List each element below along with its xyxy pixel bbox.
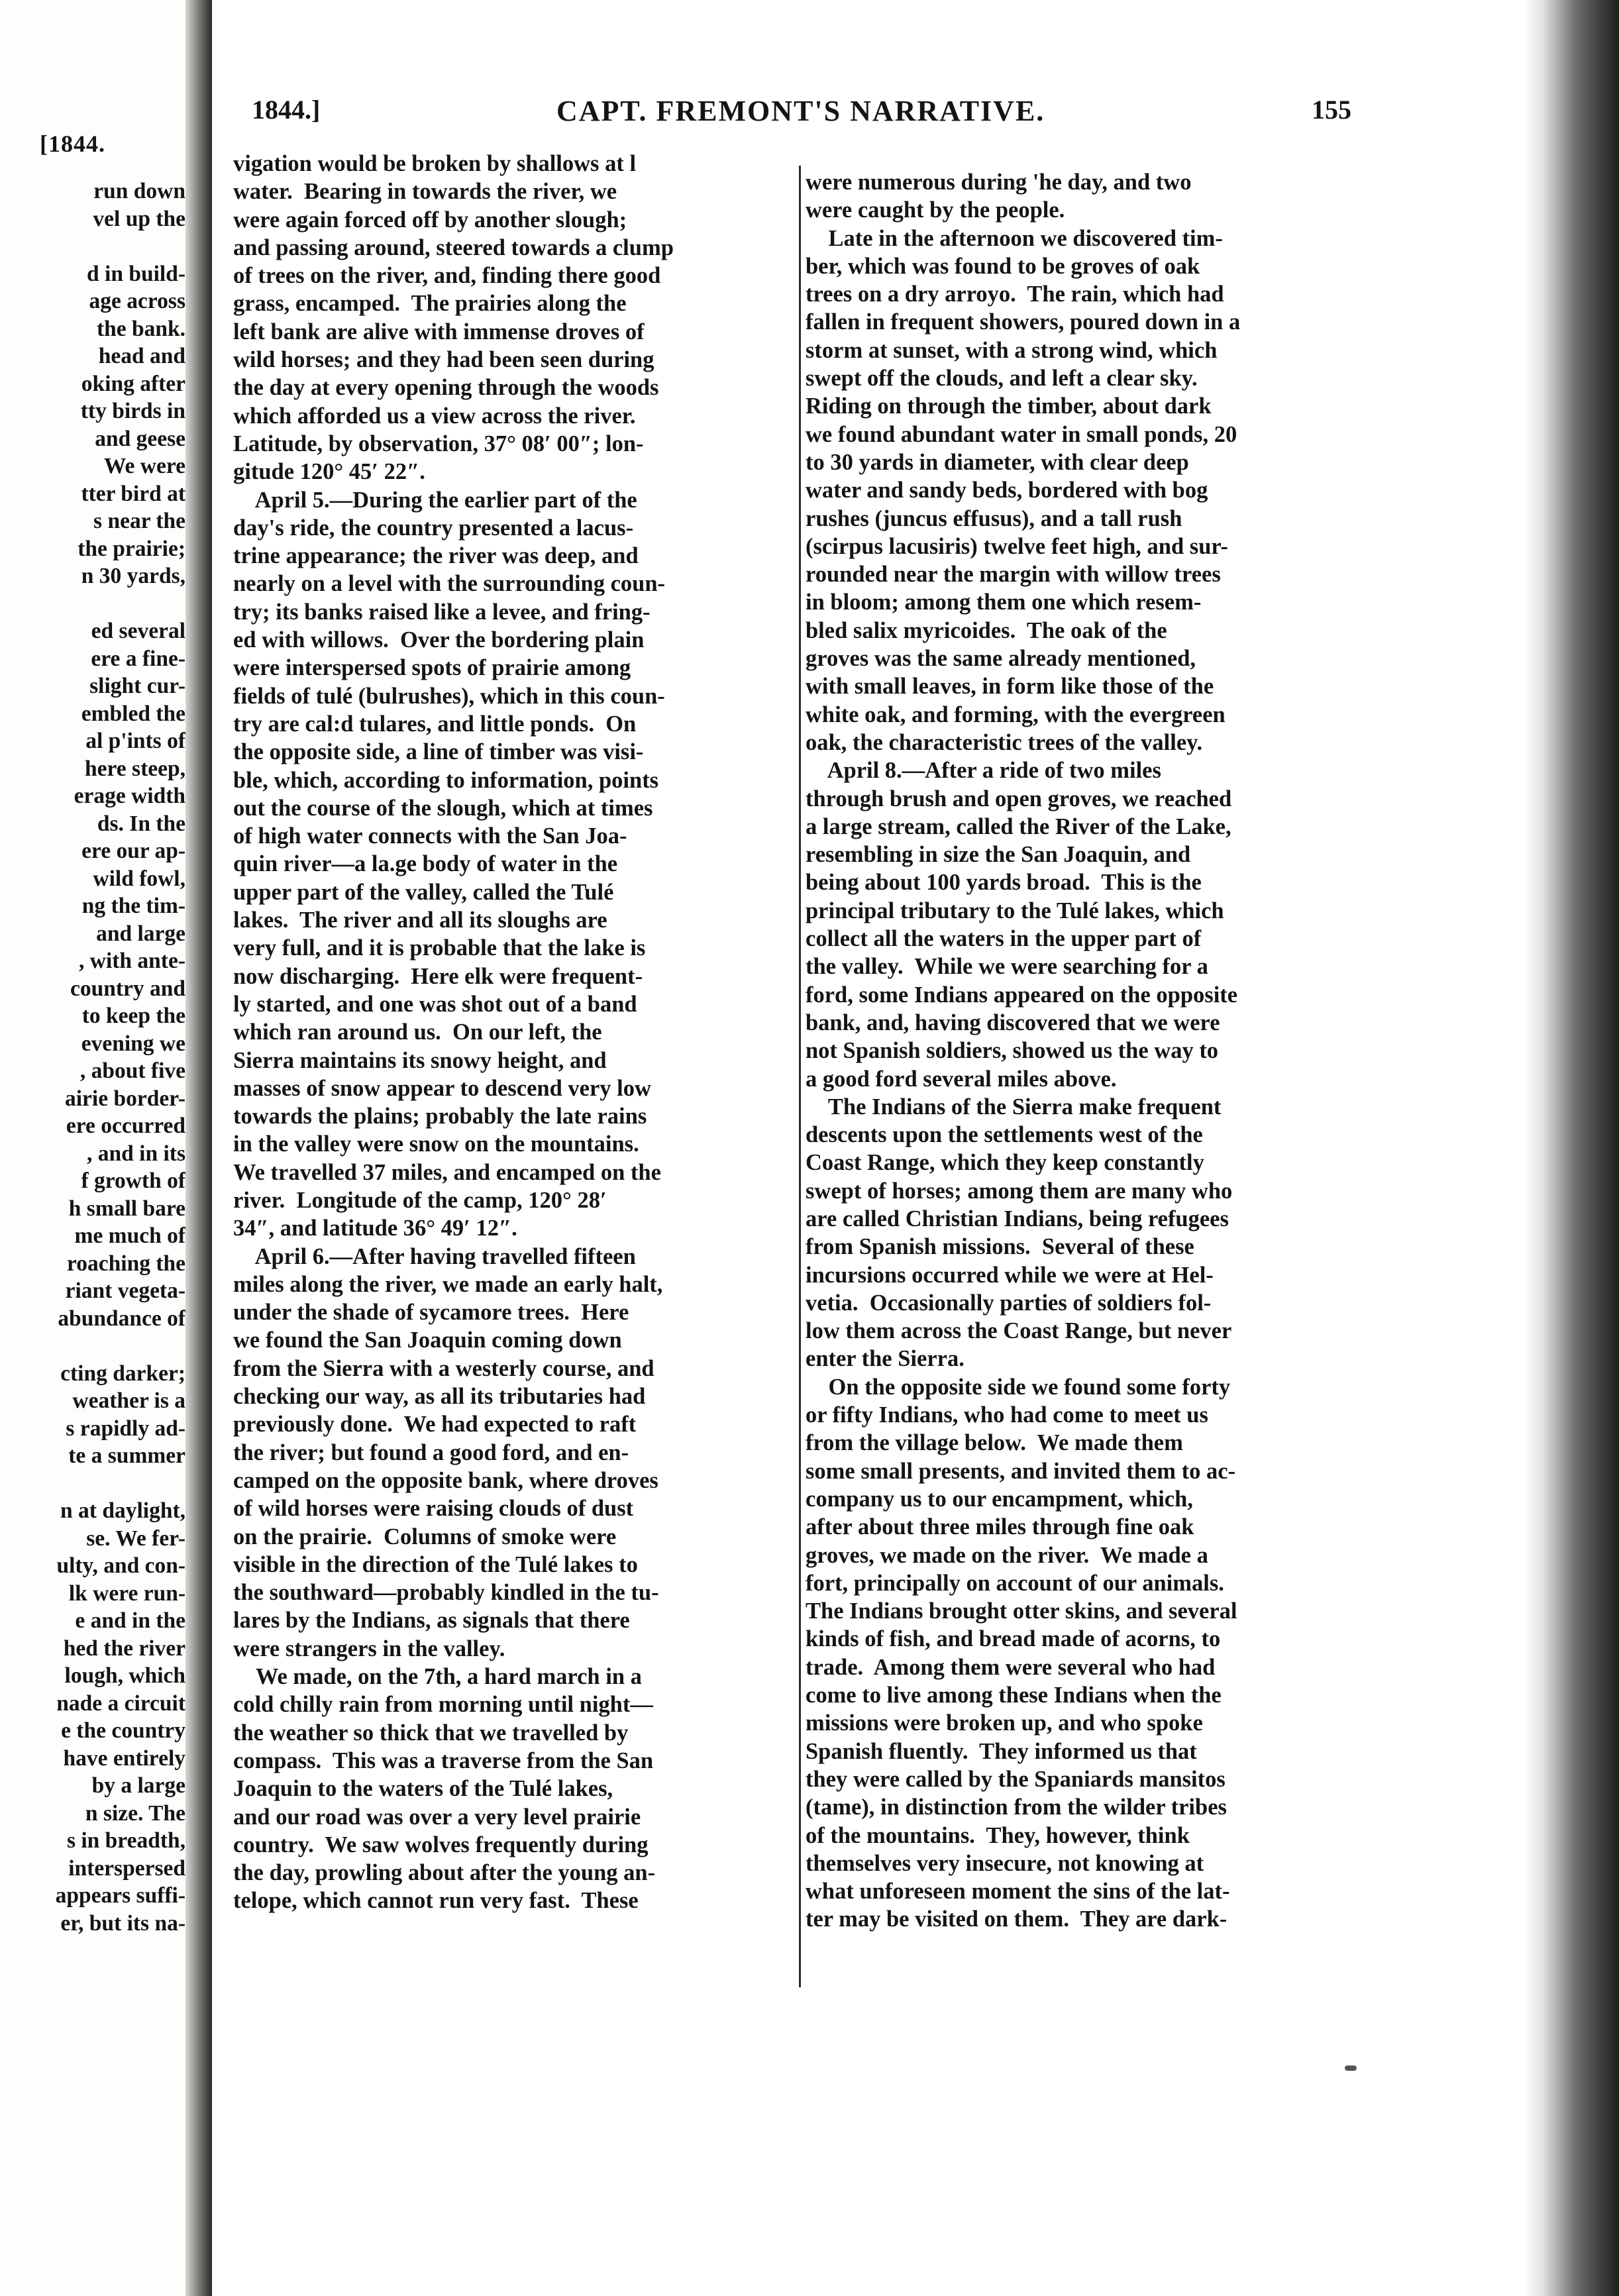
text-line: Joaquin to the waters of the Tulé lakes,	[233, 1776, 613, 1802]
text-line: We made, on the 7th, a hard march in a	[233, 1664, 642, 1690]
text-line: wild horses; and they had been seen during	[233, 347, 654, 373]
text-line: of trees on the river, and, finding there good	[233, 263, 661, 289]
left-page-line: cting darker;	[60, 1361, 185, 1386]
column-divider	[799, 166, 801, 1987]
text-line: The Indians brought otter skins, and several	[806, 1598, 1237, 1624]
left-page-line: riant vegeta-	[65, 1278, 185, 1303]
left-page-line: me much of	[74, 1224, 185, 1248]
text-line: white oak, and forming, with the evergreen	[806, 702, 1226, 727]
left-page-line	[0, 1470, 185, 1498]
left-page-line: ere occurred	[66, 1114, 185, 1138]
text-line: April 5.—During the earlier part of the	[233, 487, 637, 513]
left-page-line	[0, 590, 185, 618]
left-page-line: head and	[98, 344, 185, 368]
left-page-line	[0, 233, 185, 260]
binding-shadow-left	[185, 0, 212, 2296]
text-line: what unforeseen moment the sins of the lat-	[806, 1879, 1230, 1905]
text-line: company us to our encampment, which,	[806, 1486, 1193, 1512]
left-page-line: n 30 yards,	[81, 564, 185, 588]
text-line: lares by the Indians, as signals that there	[233, 1608, 630, 1634]
binding-shadow-right	[1524, 0, 1619, 2296]
left-page-line: ds. In the	[97, 811, 185, 836]
text-line: left bank are alive with immense droves of	[233, 319, 645, 344]
left-page-fragment	[0, 0, 193, 2296]
text-line: are called Christian Indians, being refugees	[806, 1206, 1229, 1231]
text-line: descents upon the settlements west of the	[806, 1122, 1203, 1148]
left-page-line: airie border-	[64, 1086, 185, 1111]
left-page-line: ere a fine-	[91, 646, 185, 671]
text-line: were again forced off by another slough;	[233, 207, 627, 233]
left-page-line: nade a circuit	[56, 1691, 185, 1716]
left-page-line: , about five	[79, 1059, 185, 1083]
text-line: rounded near the margin with willow trees	[806, 562, 1221, 588]
left-page-line: s rapidly ad-	[66, 1416, 185, 1441]
text-column-right	[806, 168, 1375, 1934]
text-line: Riding on through the timber, about dark	[806, 393, 1212, 419]
text-line: come to live among these Indians when the	[806, 1683, 1222, 1708]
left-page-line: lough, which	[64, 1663, 185, 1688]
text-line: after about three miles through fine oak	[806, 1514, 1194, 1540]
left-page-line: and geese	[95, 426, 185, 451]
text-line: we found the San Joaquin coming down	[233, 1328, 622, 1353]
text-line: rushes (juncus effusus), and a tall rush	[806, 505, 1182, 531]
text-line: of the mountains. They, however, think	[806, 1822, 1190, 1848]
text-line: were interspersed spots of prairie among	[233, 655, 631, 681]
text-line: trees on a dry arroyo. The rain, which had	[806, 282, 1224, 307]
text-line: the valley. While we were searching for a	[806, 954, 1208, 980]
text-line: from Spanish missions. Several of these	[806, 1234, 1194, 1260]
text-line: country. We saw wolves frequently during	[233, 1832, 649, 1857]
left-page-line: the bank.	[96, 316, 185, 341]
left-page-line: vel up the	[93, 206, 185, 231]
text-line: from the village below. We made them	[806, 1430, 1183, 1456]
text-line: river. Longitude of the camp, 120° 28′	[233, 1187, 607, 1213]
header-year: 1844.]	[252, 95, 321, 125]
left-page-line: s in breadth,	[66, 1828, 185, 1853]
text-line: We travelled 37 miles, and encamped on the	[233, 1159, 661, 1185]
text-line: to 30 yards in diameter, with clear deep	[806, 449, 1189, 475]
text-line: kinds of fish, and bread made of acorns, to	[806, 1626, 1221, 1652]
text-line: masses of snow appear to descend very low	[233, 1075, 651, 1101]
left-page-line: erage width	[74, 784, 185, 808]
left-page-line: lk were run-	[68, 1581, 185, 1606]
left-page-line: the prairie;	[78, 536, 185, 561]
left-page-line: , and in its	[87, 1141, 185, 1166]
text-line: ford, some Indians appeared on the opposite	[806, 982, 1238, 1008]
left-page-line: e and in the	[75, 1608, 185, 1633]
left-page-line: e the country	[61, 1718, 185, 1743]
left-page-line: ere our ap-	[81, 839, 185, 863]
text-line: try are cal:d tulares, and little ponds. On	[233, 711, 637, 737]
left-page-line: er, but its na-	[60, 1910, 185, 1936]
text-line: principal tributary to the Tulé lakes, which	[806, 898, 1224, 923]
left-page-line: ed several	[91, 619, 185, 643]
left-page-line: roaching the	[67, 1251, 185, 1276]
text-line: vigation would be broken by shallows at l	[233, 151, 637, 176]
left-page-line: hed the river	[63, 1636, 185, 1661]
text-line: storm at sunset, with a strong wind, which	[806, 337, 1218, 363]
text-line: quin river—a la.ge body of water in the	[233, 851, 618, 877]
left-page-text	[0, 178, 185, 1937]
left-page-line: evening we	[81, 1031, 185, 1056]
text-line: grass, encamped. The prairies along the	[233, 291, 627, 317]
text-line: the opposite side, a line of timber was visi-	[233, 739, 644, 765]
left-page-line: weather is a	[72, 1388, 185, 1413]
left-page-line: appears suffi-	[55, 1883, 185, 1908]
text-line: collect all the waters in the upper part of	[806, 926, 1202, 952]
text-line: swept off the clouds, and left a clear sky.	[806, 366, 1198, 391]
text-line: fort, principally on account of our animals.	[806, 1570, 1224, 1596]
text-line: telope, which cannot run very fast. These	[233, 1888, 639, 1914]
text-line: were strangers in the valley.	[233, 1636, 505, 1661]
left-page-line: h small bare	[68, 1196, 185, 1221]
text-line: the day, prowling about after the young an-	[233, 1860, 656, 1886]
text-line: lakes. The river and all its sloughs are	[233, 908, 607, 933]
text-line: ter may be visited on them. They are dark-	[806, 1906, 1227, 1932]
text-line: ed with willows. Over the bordering plain	[233, 627, 645, 653]
text-line: vetia. Occasionally parties of soldiers fol-	[806, 1290, 1212, 1316]
text-line: they were called by the Spaniards mansitos	[806, 1766, 1226, 1792]
ink-speck	[1345, 2065, 1357, 2071]
text-line: checking our way, as all its tributaries had	[233, 1384, 646, 1410]
left-page-line: d in build-	[87, 261, 185, 286]
text-line: cold chilly rain from morning until night—	[233, 1692, 653, 1718]
text-line: water and sandy beds, bordered with bog	[806, 478, 1208, 503]
text-line: April 8.—After a ride of two miles	[806, 758, 1161, 784]
left-page-line: te a summer	[68, 1443, 185, 1468]
left-page-line: embled the	[81, 701, 185, 726]
text-line: of wild horses were raising clouds of dust	[233, 1496, 634, 1522]
text-line: groves, we made on the river. We made a	[806, 1542, 1208, 1568]
left-page-line: abundance of	[58, 1306, 185, 1331]
text-line: day's ride, the country presented a lacus-	[233, 515, 634, 541]
text-line: try; its banks raised like a levee, and fring-	[233, 599, 651, 625]
text-line: resembling in size the San Joaquin, and	[806, 842, 1191, 868]
text-line: under the shade of sycamore trees. Here	[233, 1300, 629, 1326]
left-page-line: oking after	[81, 371, 185, 396]
text-line: On the opposite side we found some forty	[806, 1374, 1231, 1400]
left-page-line: age across	[89, 289, 185, 313]
text-line: now discharging. Here elk were frequent-	[233, 963, 643, 989]
text-line: trine appearance; the river was deep, and	[233, 543, 639, 569]
text-line: Latitude, by observation, 37° 08′ 00″; lon-	[233, 431, 644, 456]
text-line: the day at every opening through the woods	[233, 375, 659, 401]
text-line: nearly on a level with the surrounding coun-	[233, 571, 666, 597]
text-line: and passing around, steered towards a clump	[233, 235, 674, 260]
text-line: towards the plains; probably the late rains	[233, 1104, 647, 1129]
page-number: 155	[1312, 95, 1351, 125]
text-line: some small presents, and invited them to ac-	[806, 1458, 1236, 1484]
text-line: which afforded us a view across the river.	[233, 403, 636, 429]
text-line: April 6.—After having travelled fifteen	[233, 1243, 636, 1269]
text-line: (scirpus lacusiris) twelve feet high, and sur-	[806, 533, 1228, 559]
text-line: bank, and, having discovered that we were	[806, 1010, 1220, 1035]
text-line: 34″, and latitude 36° 49′ 12″.	[233, 1216, 517, 1241]
text-line: out the course of the slough, which at times	[233, 795, 653, 821]
text-line: bled salix myricoides. The oak of the	[806, 617, 1167, 643]
left-page-line: wild fowl,	[93, 866, 185, 891]
text-line: The Indians of the Sierra make frequent	[806, 1094, 1222, 1120]
text-line: with small leaves, in form like those of the	[806, 674, 1214, 700]
running-header	[252, 94, 1358, 134]
text-line: the southward—probably kindled in the tu-	[233, 1580, 659, 1606]
left-page-line: country and	[70, 976, 185, 1001]
text-line: not Spanish soldiers, showed us the way to	[806, 1038, 1219, 1064]
text-line: incursions occurred while we were at Hel-	[806, 1262, 1214, 1288]
left-page-line: by a large	[91, 1773, 185, 1798]
left-page-line: f growth of	[81, 1169, 185, 1193]
left-page-line: n size. The	[85, 1800, 185, 1826]
text-line: groves was the same already mentioned,	[806, 646, 1196, 672]
left-page-line: slight cur-	[89, 674, 185, 698]
text-line: Sierra maintains its snowy height, and	[233, 1047, 607, 1073]
text-line: ly started, and one was shot out of a band	[233, 991, 637, 1017]
text-line: Late in the afternoon we discovered tim-	[806, 225, 1223, 251]
left-page-line: to keep the	[81, 1004, 185, 1028]
gutter	[212, 0, 228, 2296]
text-line: upper part of the valley, called the Tulé	[233, 879, 614, 905]
left-page-line: n at daylight,	[60, 1498, 185, 1523]
left-page-line: have entirely	[63, 1746, 185, 1771]
text-line: from the Sierra with a westerly course, and	[233, 1355, 654, 1381]
text-line: camped on the opposite bank, where droves	[233, 1467, 658, 1493]
header-title: CAPT. FREMONT'S NARRATIVE.	[556, 95, 1045, 127]
left-page-line: ng the tim-	[81, 894, 185, 918]
left-page-line: s near the	[93, 509, 185, 533]
text-line: on the prairie. Columns of smoke were	[233, 1524, 617, 1549]
text-line: missions were broken up, and who spoke	[806, 1710, 1203, 1736]
left-page-line: se. We fer-	[86, 1526, 185, 1551]
text-line: miles along the river, we made an early halt,	[233, 1271, 663, 1297]
text-line: themselves very insecure, not knowing at	[806, 1850, 1204, 1876]
text-line: in bloom; among them one which resem-	[806, 590, 1202, 615]
left-page-line: run down	[93, 179, 185, 203]
left-page-line	[0, 1332, 185, 1360]
text-line: through brush and open groves, we reached	[806, 786, 1232, 811]
text-column-left	[233, 150, 796, 1915]
text-line: a large stream, called the River of the Lake,	[806, 813, 1231, 839]
text-line: fields of tulé (bulrushes), which in this coun-	[233, 683, 665, 709]
text-line: (tame), in distinction from the wilder tribes	[806, 1795, 1227, 1820]
text-line: ble, which, according to information, points	[233, 767, 659, 793]
text-line: were numerous during 'he day, and two	[806, 170, 1192, 195]
text-line: of high water connects with the San Joa-	[233, 823, 627, 849]
text-line: low them across the Coast Range, but never	[806, 1318, 1232, 1344]
left-page-line: al p'ints of	[85, 729, 185, 753]
text-line: fallen in frequent showers, poured down in a	[806, 309, 1241, 335]
text-line: in the valley were snow on the mountains.	[233, 1131, 639, 1157]
text-line: ber, which was found to be groves of oak	[806, 253, 1200, 279]
left-page-line: tter bird at	[81, 481, 185, 506]
text-line: enter the Sierra.	[806, 1346, 965, 1372]
left-page-line: , with ante-	[79, 949, 185, 973]
text-line: which ran around us. On our left, the	[233, 1019, 602, 1045]
text-line: trade. Among them were several who had	[806, 1654, 1216, 1680]
text-line: and our road was over a very level prairie	[233, 1804, 641, 1830]
text-line: swept of horses; among them are many who	[806, 1178, 1233, 1204]
left-page-line: and large	[96, 921, 185, 946]
left-page-line: here steep,	[85, 756, 185, 781]
left-page-line: interspersed	[68, 1855, 185, 1881]
left-page-line: tty birds in	[80, 399, 185, 423]
text-line: gitude 120° 45′ 22″.	[233, 459, 425, 485]
text-line: were caught by the people.	[806, 197, 1065, 223]
text-line: Coast Range, which they keep constantly	[806, 1150, 1204, 1176]
text-line: Spanish fluently. They informed us that	[806, 1738, 1197, 1764]
text-line: compass. This was a traverse from the San	[233, 1748, 654, 1773]
left-page-header: [1844.	[40, 130, 105, 157]
text-line: water. Bearing in towards the river, we	[233, 179, 617, 205]
text-line: visible in the direction of the Tulé lakes to	[233, 1551, 638, 1577]
text-line: oak, the characteristic trees of the valley.	[806, 729, 1203, 755]
text-line: very full, and it is probable that the lake is	[233, 935, 646, 961]
text-line: previously done. We had expected to raft	[233, 1412, 637, 1437]
text-line: we found abundant water in small ponds, 20	[806, 421, 1237, 447]
text-line: the weather so thick that we travelled by	[233, 1720, 629, 1746]
text-line: a good ford several miles above.	[806, 1066, 1117, 1092]
left-page-line: We were	[103, 454, 185, 478]
text-line: the river; but found a good ford, and en-	[233, 1439, 629, 1465]
left-page-line: ulty, and con-	[56, 1553, 185, 1578]
text-line: being about 100 yards broad. This is the	[806, 870, 1202, 896]
text-line: or fifty Indians, who had come to meet us	[806, 1402, 1208, 1428]
